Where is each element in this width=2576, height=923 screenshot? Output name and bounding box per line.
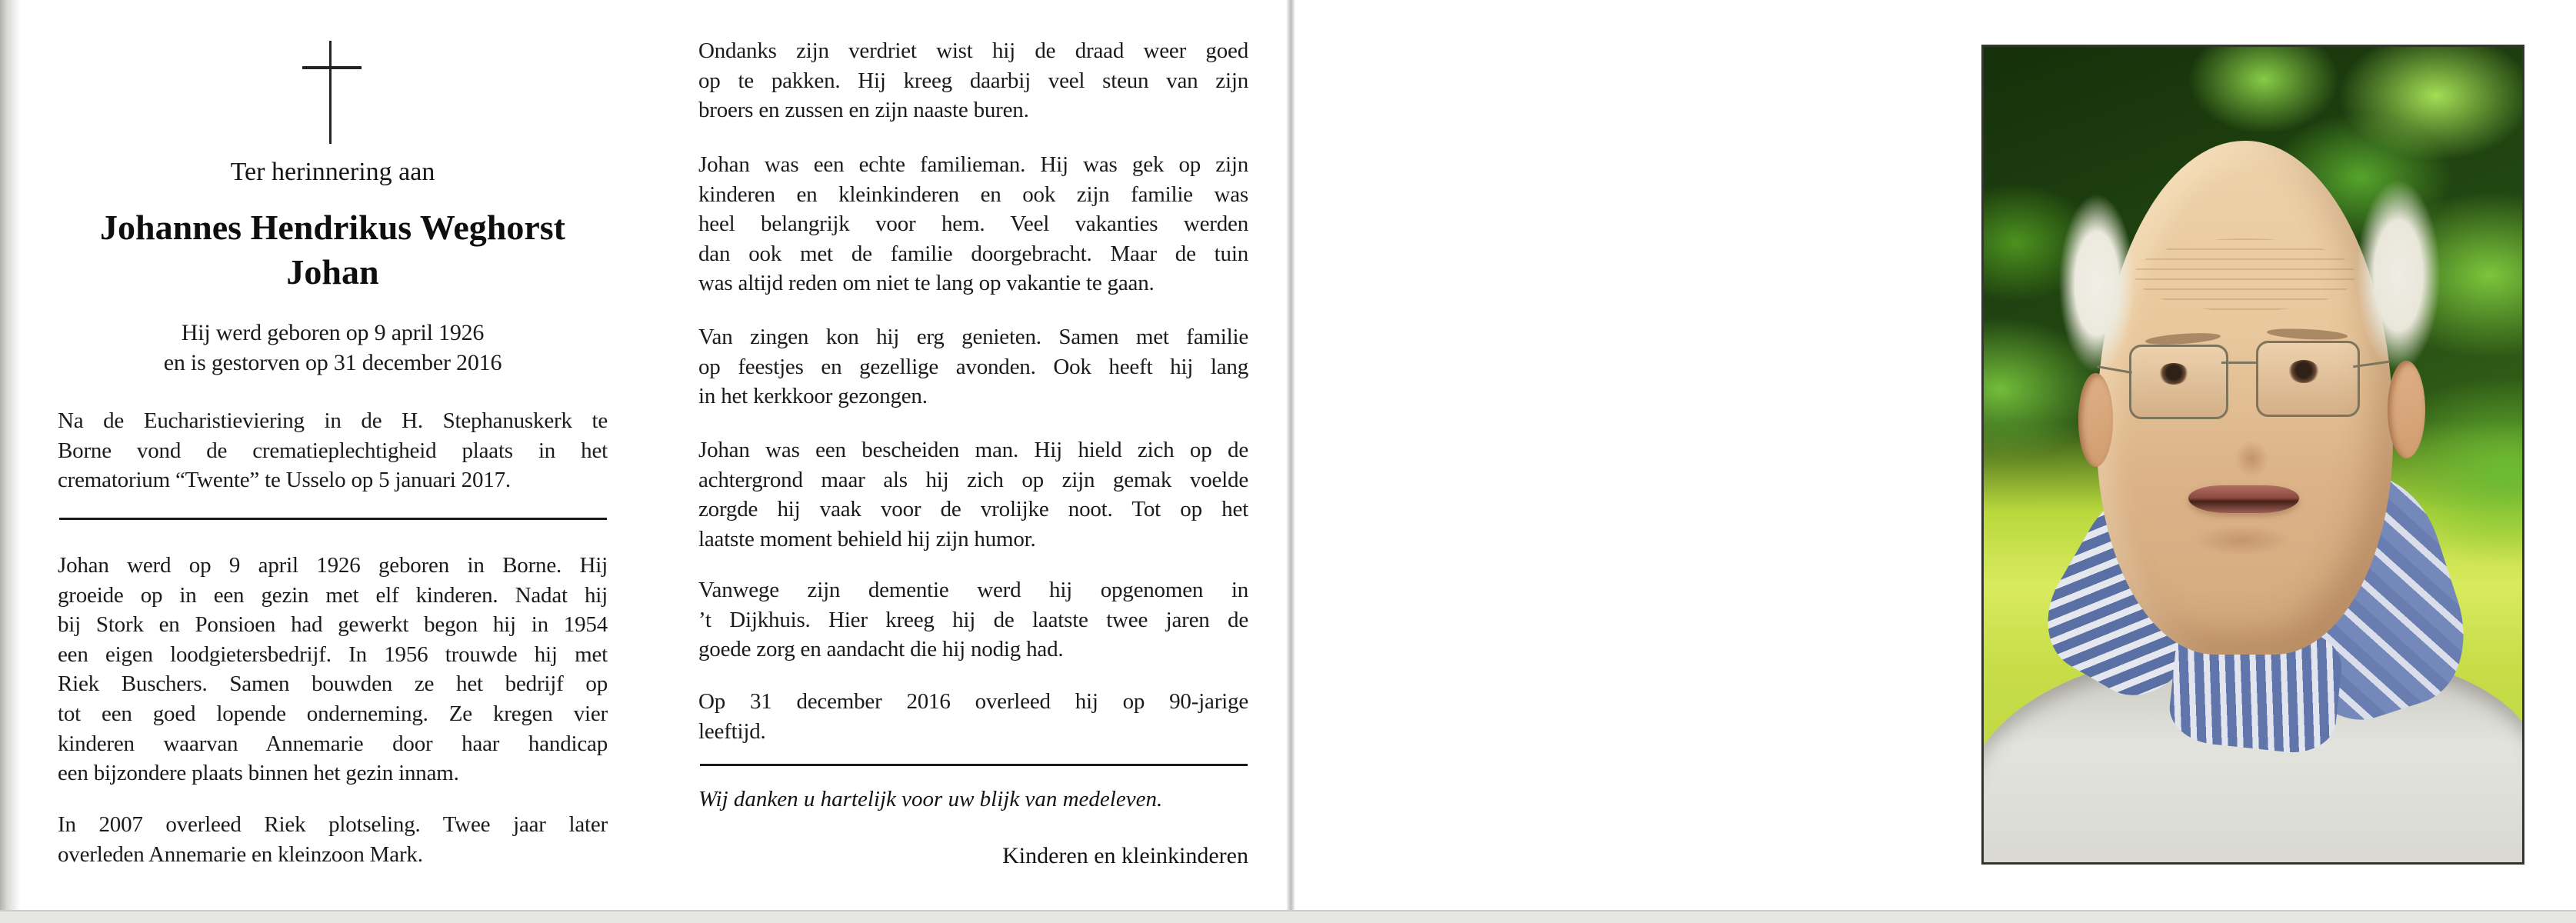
memorial-label: Ter herinnering aan [230, 158, 435, 186]
inside-paragraph-5 [698, 575, 1248, 665]
inside-paragraph-6 [698, 687, 1248, 746]
text-line: heel belangrijk voor hem. Veel vakanties werden [698, 212, 1248, 237]
text-line: dan ook met de familie doorgebracht. Maar de tuin [698, 241, 1248, 266]
front-divider [59, 518, 607, 520]
text-line: Johan was een echte familieman. Hij was gek op zijn [698, 152, 1248, 177]
inside-paragraph-4 [698, 435, 1248, 554]
glasses-bridge [2221, 362, 2257, 364]
cross-vertical-bar [329, 41, 332, 144]
text-line: Ondanks zijn verdriet wist hij de draad weer goed [698, 38, 1248, 63]
text-line: ’t Dijkhuis. Hier kreeg hij de laatste twee jaren de [698, 607, 1248, 632]
photo-eye-left [2159, 363, 2189, 385]
photo-eye-right [2288, 360, 2320, 383]
deceased-name: Johannes Hendrikus Weghorst [100, 208, 565, 247]
inside-divider [700, 764, 1248, 766]
text-line: Johan was een bescheiden man. Hij hield zich op de [698, 438, 1248, 462]
portrait-photo [1981, 45, 2524, 865]
inside-paragraph-2 [698, 150, 1248, 298]
text-line: bij Stork en Ponsioen had gewerkt begon hij in 1954 [58, 612, 608, 638]
text-line: goede zorg en aandacht die hij nodig had. [698, 637, 1064, 662]
text-line: Johan werd op 9 april 1926 geboren in Borne. Hij [58, 553, 608, 578]
thanks-line: Wij danken u hartelijk voor uw blijk van medeleven. [698, 787, 1163, 811]
birth-death-dates [58, 318, 608, 378]
text-line: zorgde hij vaak voor de vrolijke noot. Tot op het [698, 497, 1248, 522]
text-line: Op 31 december 2016 overleed hij op 90-jarige [698, 689, 1248, 714]
text-line: Borne vond de crematieplechtigheid plaats in het [58, 438, 608, 463]
text-line: laatste moment behield hij zijn humor. [698, 526, 1036, 551]
inside-paragraph-3 [698, 322, 1248, 412]
text-line: in het kerkkoor gezongen. [698, 384, 928, 409]
text-line: een bijzondere plaats binnen het gezin innam. [58, 761, 459, 786]
text-line: was altijd reden om niet te lang op vakantie te gaan. [698, 271, 1155, 296]
text-line: Vanwege zijn dementie werd hij opgenomen in [698, 578, 1248, 602]
text-line: leeftijd. [698, 718, 766, 744]
cross-horizontal-bar [302, 66, 362, 69]
deceased-nickname: Johan [286, 252, 379, 292]
inside-paragraph-1 [698, 36, 1248, 125]
text-line: tot een goed lopende onderneming. Ze kregen vier [58, 701, 608, 726]
text-line: groeide op in een gezin met elf kinderen. Nadat hij [58, 582, 608, 608]
photo-chin-shadow [2178, 520, 2307, 561]
card-fold-line [1286, 0, 1295, 911]
biography-paragraph-2 [58, 810, 608, 869]
text-line: broers en zussen en zijn naaste buren. [698, 98, 1029, 123]
text-line: Hij werd geboren op 9 april 1926 [181, 320, 485, 345]
text-line: crematorium “Twente” te Usselo op 5 januari 2017. [58, 468, 511, 493]
text-line: Na de Eucharistieviering in de H. Stephanuskerk te [58, 408, 608, 433]
scan-left-edge [0, 0, 20, 911]
photo-forehead-wrinkles [2134, 238, 2355, 312]
service-details [58, 406, 608, 495]
biography-paragraph-1 [58, 551, 608, 788]
text-line: een eigen loodgietersbedrijf. In 1956 trouwde hij met [58, 641, 608, 667]
text-line: Riek Buschers. Samen bouwden ze het bedrijf op [58, 671, 608, 697]
text-line: op te pakken. Hij kreeg daarbij veel steun van zijn [698, 68, 1248, 93]
signoff-line: Kinderen en kleinkinderen [1002, 843, 1248, 868]
scan-bottom-strip [0, 910, 2576, 923]
card-front-panel [58, 0, 608, 911]
text-line: en is gestorven op 31 december 2016 [163, 350, 502, 375]
photo-ear-right [2388, 361, 2425, 458]
photo-mouth [2188, 485, 2299, 513]
text-line: kinderen en kleinkinderen en ook zijn familie was [698, 182, 1248, 207]
text-line: Van zingen kon hij erg genieten. Samen met familie [698, 325, 1248, 349]
text-line: kinderen waarvan Annemarie door haar handicap [58, 731, 608, 756]
photo-ear-left [2078, 373, 2114, 467]
photo-hair-right [2344, 153, 2452, 398]
text-line: overleden Annemarie en kleinzoon Mark. [58, 841, 423, 867]
text-line: op feestjes en gezellige avonden. Ook heeft hij lang [698, 354, 1248, 379]
text-line: achtergrond maar als hij zich op zijn gemak voelde [698, 467, 1248, 492]
card-inside-panel [698, 0, 1248, 911]
text-line: In 2007 overleed Riek plotseling. Twee jaar later [58, 812, 608, 837]
